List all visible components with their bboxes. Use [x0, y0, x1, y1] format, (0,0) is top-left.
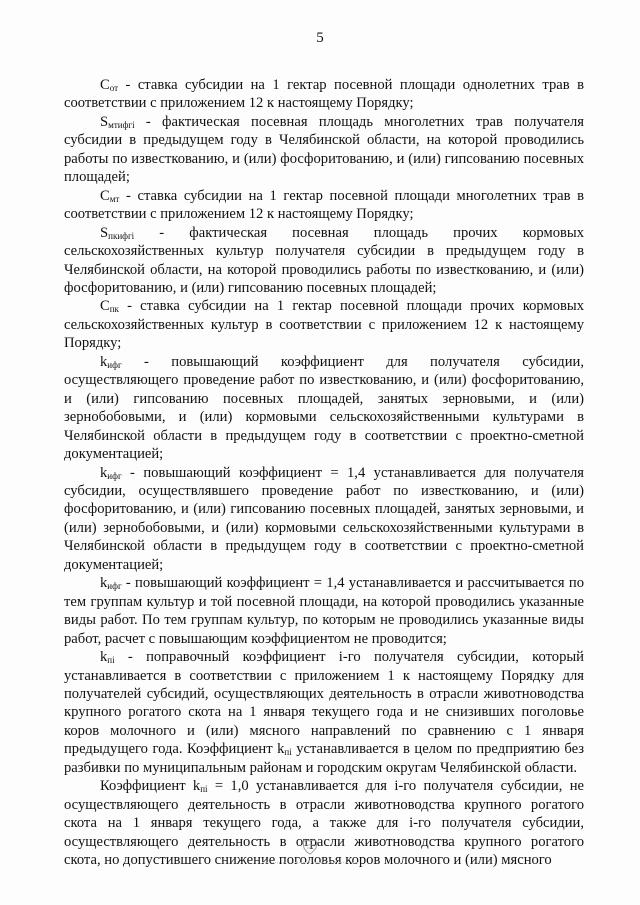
paragraph-s-mtifg: $S_{мтифгi}$ - фактическая посевная площадь многолетних трав получателя субсидии в предыдущем году в Челябинской области, на которой проводились работы по известкованию, и (или) фосфоритованию, и (или) гипсованию посевных площадей;	[64, 113, 584, 186]
paragraph-c-ot: $С_{от}$ - ставка субсидии на 1 гектар посевной площади однолетних трав в соответствии с приложением 12 к настоящему Порядку;	[64, 77, 584, 112]
paragraph-k-pi-definition: $k_{пi}$ - поправочный коэффициент i-го получателя субсидии, который устанавливается в соответствии с приложением 1 к настоящему Порядку для получателей субсидий, осуществляющих деятельность в отрасли животноводства крупного рогатого скота на 1 января текущего года и не снизивших поголовье коров молочного и (или) мясного направлений по сравнению с 1 января предыдущего года. Коэффициент $k_{пi}$ устанавливается в целом по предприятию без разбивки по муниципальным районам и городским округам Челябинской области.	[64, 649, 585, 776]
paragraph-k-ifg-value: $k_{ифг}$ - повышающий коэффициент = 1,4 устанавливается для получателя субсидии, осуществлявшего проведение работ по известкованию, и (или) фосфоритованию, и (или) гипсованию посевных площадей, занятых зерновыми, и (или) зернобобовыми, и (или) кормовыми сельскохозяйственными культурами в Челябинской области в предыдущем году в соответствии с проектно-сметной документацией;	[64, 464, 584, 573]
page-number: 5	[316, 30, 324, 46]
paragraph-c-mt: $С_{мт}$ - ставка субсидии на 1 гектар посевной площади многолетних трав в соответствии с приложением 12 к настоящему Порядку;	[64, 187, 584, 223]
scan-noise	[262, 862, 358, 865]
paragraph-k-ifg-groups: $k_{ифг}$ - повышающий коэффициент = 1,4 устанавливается и рассчитывается по тем группам культур и той посевной площади, на которой проводились указанные виды работ. По тем группам культур, по которым не проводились указанные виды работ, расчет с повышающим коэффициентом не проводится;	[64, 575, 584, 647]
stamp-mark-icon	[300, 838, 320, 856]
document-body	[64, 76, 584, 869]
paragraph-s-pkifg: $S_{пкифгi}$ - фактическая посевная площадь прочих кормовых сельскохозяйственных культур получателя субсидии в предыдущем году в Челябинской области, на которой проводились работы по известкованию, и (или) фосфоритованию, и (или) гипсованию посевных площадей;	[64, 224, 584, 296]
paragraph-k-ifg-definition: $k_{ифг}$ - повышающий коэффициент для получателя субсидии, осуществляющего проведение работ по известкованию, и (или) фосфоритованию, и (или) гипсованию посевных площадей, занятых зерновыми, и (или) зернобобовыми, и (или) кормовыми сельскохозяйственными культурами в Челябинской области в предыдущем году в соответствии с проектно-сметной документацией;	[64, 353, 584, 463]
paragraph-c-pk: $С_{пк}$ - ставка субсидии на 1 гектар посевной площади прочих кормовых сельскохозяйственных культур в соответствии с приложением 12 к настоящему Порядку;	[64, 298, 584, 352]
paragraph-k-pi-value: Коэффициент $k_{пi} = 1,0$ устанавливается для i-го получателя субсидии, не осуществляющего деятельность в отрасли животноводства крупного рогатого скота на 1 января текущего года, а также для i-го получателя субсидии, осуществляющего деятельность в отрасли животноводства крупного рогатого скота, но допустившего снижение поголовья коров молочного и (или) мясного	[64, 778, 584, 869]
